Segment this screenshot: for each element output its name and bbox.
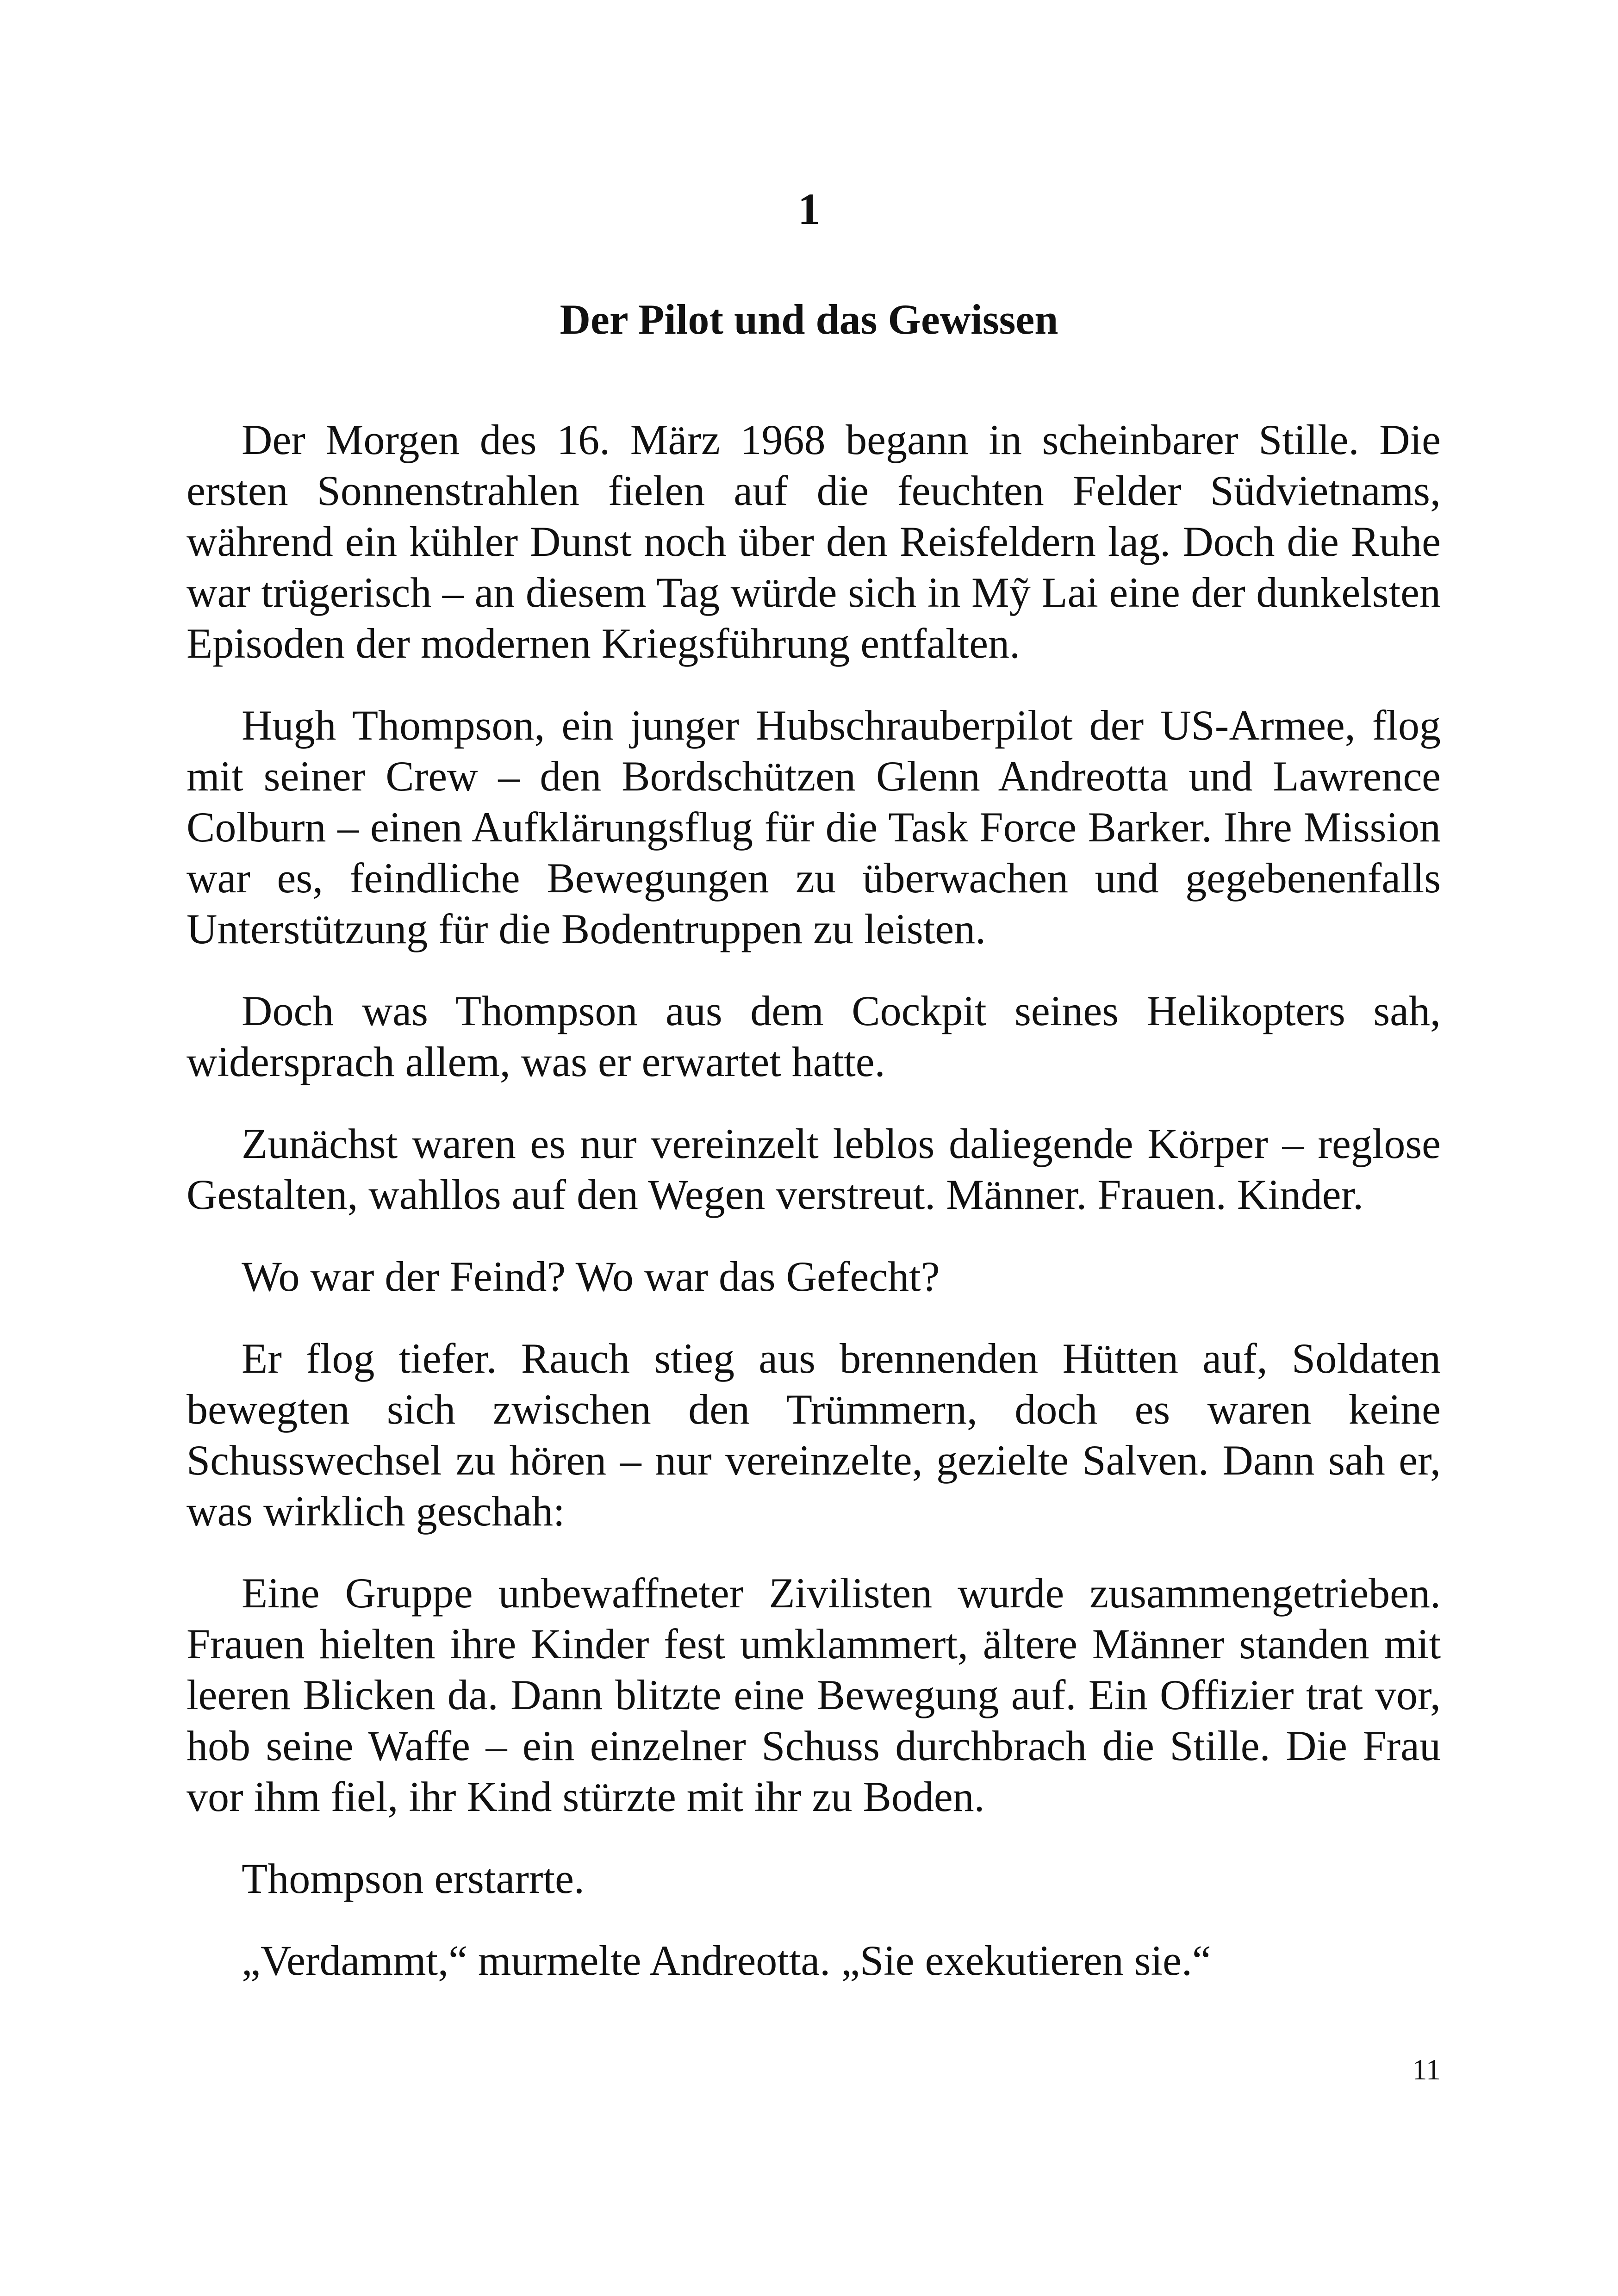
body-text — [187, 414, 1441, 1986]
paragraph: Hugh Thompson, ein junger Hubschrauberpilot der US-Armee, flog mit seiner Crew – den Bordschützen Glenn Andreotta und Lawrence Colburn – einen Aufklärungsflug für die Task Force Barker. Ihre Mission war es, feindliche Bewegungen zu überwachen und gegebenenfalls Unterstützung für die Bodentruppen zu leisten. — [187, 702, 1441, 952]
page-number: 11 — [1412, 2053, 1441, 2086]
chapter-title: Der Pilot und das Gewissen — [560, 296, 1058, 343]
paragraph: Eine Gruppe unbewaffneter Zivilisten wurde zusammengetrieben. Frauen hielten ihre Kinder fest umklammert, ältere Männer standen mit leeren Blicken da. Dann blitzte eine Bewegung auf. Ein Offizier trat vor, hob seine Waffe – ein einzelner Schuss durchbrach die Stille. Die Frau vor ihm fiel, ihr Kind stürzte mit ihr zu Boden. — [187, 1569, 1441, 1820]
paragraph: Zunächst waren es nur vereinzelt leblos daliegende Körper – reglose Gestalten, wahllos auf den Wegen verstreut. Männer. Frauen. Kinder. — [187, 1120, 1441, 1218]
paragraph: „Verdammt,“ murmelte Andreotta. „Sie exekutieren sie.“ — [242, 1937, 1211, 1984]
paragraph: Thompson erstarrte. — [242, 1855, 585, 1902]
paragraph: Doch was Thompson aus dem Cockpit seines Helikopters sah, widersprach allem, was er erwartet hatte. — [187, 987, 1441, 1085]
chapter-number: 1 — [798, 184, 820, 234]
paragraph: Wo war der Feind? Wo war das Gefecht? — [242, 1253, 940, 1300]
paragraph: Der Morgen des 16. März 1968 begann in scheinbarer Stille. Die ersten Sonnenstrahlen fielen auf die feuchten Felder Südvietnams, während ein kühler Dunst noch über den Reisfeldern lag. Doch die Ruhe war trügerisch – an diesem Tag würde sich in Mỹ Lai eine der dunkelsten Episoden der modernen Kriegsführung entfalten. — [187, 416, 1441, 667]
paragraph: Er flog tiefer. Rauch stieg aus brennenden Hütten auf, Soldaten bewegten sich zwischen den Trümmern, doch es waren keine Schusswechsel zu hören – nur vereinzelte, gezielte Salven. Dann sah er, was wirklich geschah: — [187, 1335, 1441, 1535]
